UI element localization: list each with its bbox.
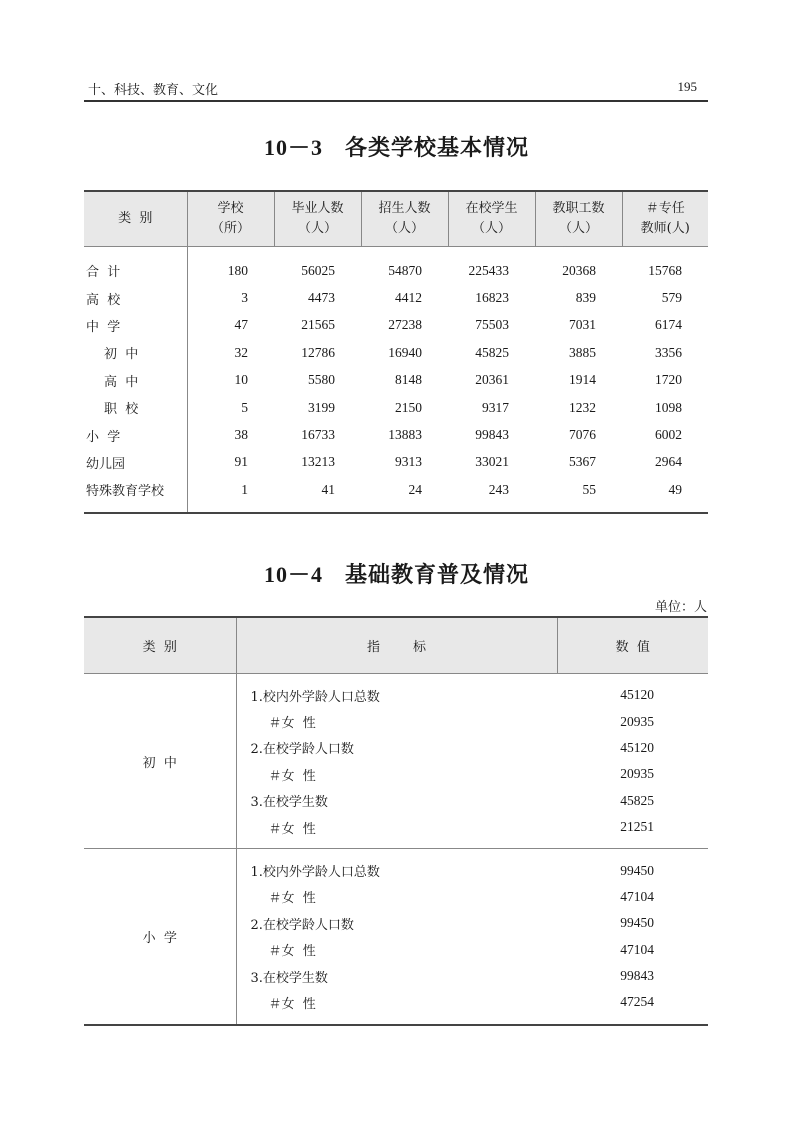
col-header-category: 类 别 (84, 617, 236, 674)
table2-header-row (84, 617, 708, 674)
row-category: 合 计 (84, 247, 187, 285)
group-category: 小 学 (84, 849, 236, 1025)
indicator-value: 20935 (620, 766, 654, 782)
indicator-value: 45120 (620, 739, 654, 755)
page-number: 195 (677, 79, 697, 94)
indicator-label: 3.在校学生数 (250, 795, 328, 811)
indicator-value: 99450 (620, 862, 654, 878)
cell: 99843 (475, 427, 509, 443)
indicator-label: ＃女 性 (268, 944, 316, 960)
cell: 2150 (395, 399, 422, 415)
indicator-value: 20935 (620, 713, 654, 729)
cell: 2964 (655, 454, 682, 470)
running-head: 十、科技、教育、文化 (88, 83, 219, 98)
row-category: 职 校 (84, 394, 187, 421)
indicator-label: ＃女 性 (268, 891, 316, 907)
table-row (84, 312, 708, 339)
cell: 1 (241, 481, 248, 497)
cell: 7076 (569, 427, 596, 443)
indicator-value: 45120 (620, 687, 654, 703)
basic-education-table (84, 616, 708, 1026)
table1-title-text: 各类学校基本情况 (345, 135, 530, 161)
cell: 243 (488, 481, 509, 497)
cell: 27238 (388, 317, 422, 333)
indicator-value: 99450 (620, 915, 654, 931)
cell: 20361 (475, 372, 509, 388)
cell: 1914 (569, 372, 596, 388)
cell: 12786 (301, 344, 335, 360)
cell: 5580 (308, 372, 335, 388)
cell: 1098 (655, 399, 682, 415)
table-row (84, 284, 708, 311)
cell: 10 (234, 372, 248, 388)
cell: 5 (241, 399, 248, 415)
table-row (84, 421, 708, 448)
indicator-label: 3.在校学生数 (250, 970, 328, 986)
cell: 13883 (388, 427, 422, 443)
cell: 4473 (308, 290, 335, 306)
cell: 1720 (655, 372, 682, 388)
cell: 54870 (388, 262, 422, 278)
cell: 16940 (388, 344, 422, 360)
cell: 38 (234, 427, 248, 443)
table-row (84, 367, 708, 394)
row-category: 中 学 (84, 312, 187, 339)
cell: 32 (234, 344, 248, 360)
indicator-label: 1.校内外学龄人口总数 (250, 689, 380, 705)
table-row (84, 247, 708, 285)
indicator-label: 2.在校学龄人口数 (250, 917, 354, 933)
table1-header-row (84, 191, 708, 247)
cell: 8148 (395, 372, 422, 388)
indicator-label: ＃女 性 (236, 814, 557, 849)
table1-number: 10－3 (263, 135, 323, 160)
row-category: 幼儿园 (84, 449, 187, 476)
cell: 33021 (475, 454, 509, 470)
indicator-value: 21251 (557, 814, 708, 849)
col-header-students: 在校学生 （人） (448, 191, 535, 247)
col-header-value: 数 值 (557, 617, 708, 674)
cell: 180 (227, 262, 248, 278)
indicator-label: ＃女 性 (268, 716, 316, 732)
table2-number: 10－4 (263, 562, 323, 587)
table-row (84, 849, 708, 884)
group-category: 初 中 (84, 674, 236, 849)
indicator-label: 1.校内外学龄人口总数 (250, 865, 380, 881)
cell: 3356 (655, 344, 682, 360)
indicator-label: ＃女 性 (268, 768, 316, 784)
cell: 15768 (648, 262, 682, 278)
col-header-teachers: ＃专任 教师(人) (622, 191, 708, 247)
cell: 16733 (301, 427, 335, 443)
cell: 20368 (562, 262, 596, 278)
table-row (84, 394, 708, 421)
cell: 41 (321, 481, 335, 497)
cell: 55 (582, 481, 596, 497)
indicator-value: 47104 (620, 888, 654, 904)
cell: 24 (408, 481, 422, 497)
row-category: 特殊教育学校 (84, 476, 187, 512)
table1-title (0, 131, 793, 162)
cell: 56025 (301, 262, 335, 278)
cell: 3199 (308, 399, 335, 415)
cell: 839 (575, 290, 596, 306)
col-header-staff: 教职工数 （人） (535, 191, 622, 247)
cell: 6174 (655, 317, 682, 333)
cell: 45825 (475, 344, 509, 360)
cell: 9317 (482, 399, 509, 415)
table2-title (0, 558, 793, 589)
table-row (84, 449, 708, 476)
cell: 5367 (569, 454, 596, 470)
row-category: 小 学 (84, 421, 187, 448)
row-category: 初 中 (84, 339, 187, 366)
col-header-schools: 学校 （所） (187, 191, 274, 247)
cell: 91 (234, 454, 248, 470)
cell: 1232 (569, 399, 596, 415)
indicator-label: ＃女 性 (268, 996, 316, 1012)
col-header-graduates: 毕业人数 （人） (274, 191, 361, 247)
school-basic-table (84, 190, 708, 514)
cell: 9313 (395, 454, 422, 470)
row-category: 高 校 (84, 284, 187, 311)
header-rule (84, 100, 708, 102)
col-header-indicator: 指 标 (236, 617, 557, 674)
cell: 13213 (301, 454, 335, 470)
unit-label: 单位：人 (654, 600, 707, 615)
cell: 579 (661, 290, 682, 306)
cell: 16823 (475, 290, 509, 306)
table-row (84, 339, 708, 366)
table2-title-text: 基础教育普及情况 (345, 562, 530, 588)
cell: 3 (241, 290, 248, 306)
indicator-value: 47104 (620, 941, 654, 957)
col-header-enrollment: 招生人数 （人） (361, 191, 448, 247)
indicator-value: 99843 (620, 968, 654, 984)
indicator-label: 2.在校学龄人口数 (250, 742, 354, 758)
table-row (84, 674, 708, 709)
cell: 7031 (569, 317, 596, 333)
indicator-value: 47254 (620, 994, 654, 1010)
indicator-value: 45825 (620, 792, 654, 808)
cell: 47 (234, 317, 248, 333)
cell: 49 (668, 481, 682, 497)
col-header-category: 类 别 (84, 191, 187, 247)
cell: 75503 (475, 317, 509, 333)
table-row (84, 476, 708, 512)
cell: 21565 (301, 317, 335, 333)
row-category: 高 中 (84, 367, 187, 394)
cell: 3885 (569, 344, 596, 360)
cell: 6002 (655, 427, 682, 443)
cell: 225433 (468, 262, 509, 278)
cell: 4412 (395, 290, 422, 306)
